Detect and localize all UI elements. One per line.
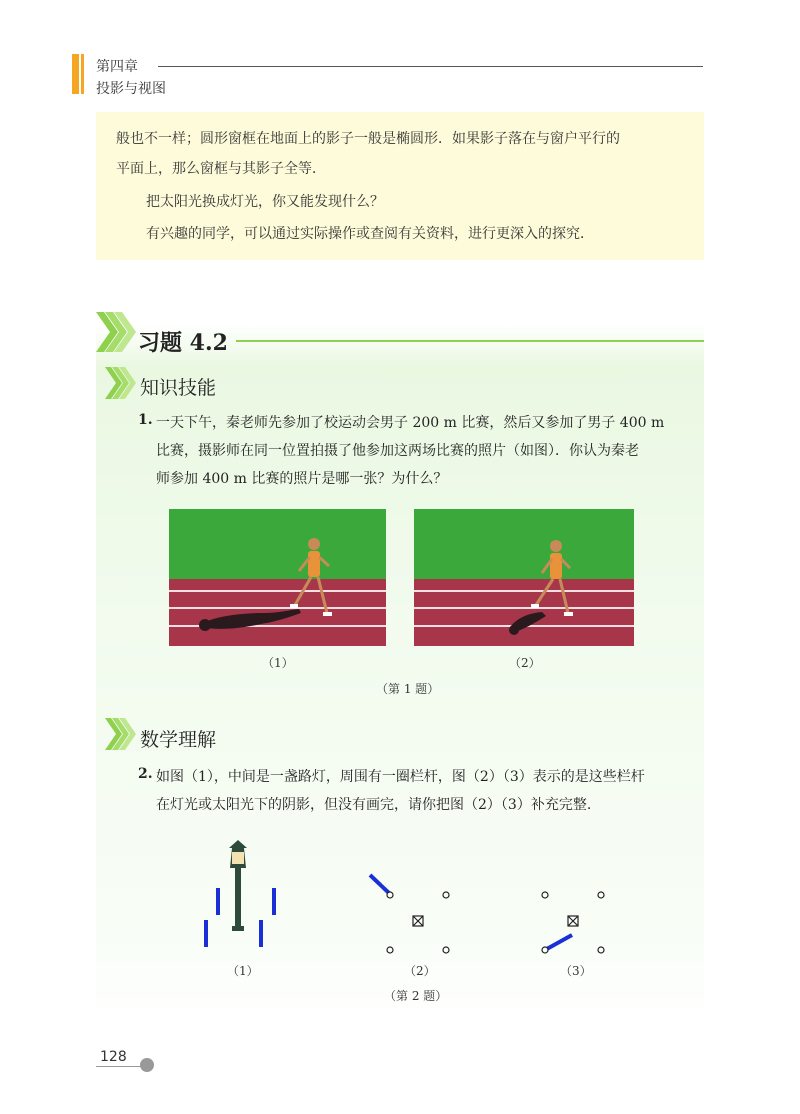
exercise-chevron-icon [96,312,136,352]
page-number: 128 [100,1049,127,1065]
q2-fig1-caption: （1） [227,964,259,978]
note-line-3: 把太阳光换成灯光，你又能发现什么？ [146,194,384,210]
chapter-title: 投影与视图 [96,81,166,97]
note-line-4: 有兴趣的同学，可以通过实际操作或查阅有关资料，进行更深入的探究． [146,226,594,242]
note-line-2: 平面上，那么窗框与其影子全等． [116,161,326,177]
page-number-rule [96,1066,146,1067]
q1-fig1-caption: （1） [262,656,294,670]
page-dot-icon [140,1058,154,1072]
section-chevron-icon [105,367,137,399]
section-chevron-icon [105,718,137,750]
note-box [96,112,704,260]
chapter-number: 第四章 [96,59,138,75]
exercise-title-rule [236,340,704,342]
lamp-and-posts-figure [196,838,282,950]
question-1-number: 1. [138,412,153,428]
question-2-line-2: 在灯光或太阳光下的阴影，但没有画完，请你把图（2）（3）补充完整. [156,797,592,813]
q1-figure-caption: （第 1 题） [376,682,440,696]
section-title-knowledge: 知识技能 [140,377,217,399]
runner-photo-1 [169,509,386,646]
shadow-figure-3 [515,868,615,958]
q2-fig2-caption: （2） [404,964,436,978]
header-rule [158,66,703,67]
runner-photo-2 [414,509,634,646]
chapter-marker-bar-thin [81,54,84,94]
note-line-1: 般也不一样；圆形窗框在地面上的影子一般是椭圆形．如果影子落在与窗户平行的 [116,131,620,147]
question-1-line-2: 比赛，摄影师在同一位置拍摄了他参加这两场比赛的照片（如图）．你认为秦老 [156,443,639,459]
section-title-math-understanding: 数学理解 [140,729,217,751]
shadow-figure-2 [360,868,460,958]
question-1-line-3: 师参加 400 m 比赛的照片是哪一张？为什么？ [156,471,448,487]
question-1-line-1: 一天下午，秦老师先参加了校运动会男子 200 m 比赛，然后又参加了男子 400 m [156,415,665,431]
question-2-line-1: 如图（1），中间是一盏路灯，周围有一圈栏杆，图（2）（3）表示的是这些栏杆 [156,769,645,785]
q2-fig3-caption: （3） [560,964,592,978]
q2-figure-caption: （第 2 题） [384,989,448,1003]
exercise-title: 习题 4.2 [138,330,228,356]
question-2-number: 2. [138,766,153,782]
chapter-marker-bar [72,54,79,94]
q1-fig2-caption: （2） [509,656,541,670]
